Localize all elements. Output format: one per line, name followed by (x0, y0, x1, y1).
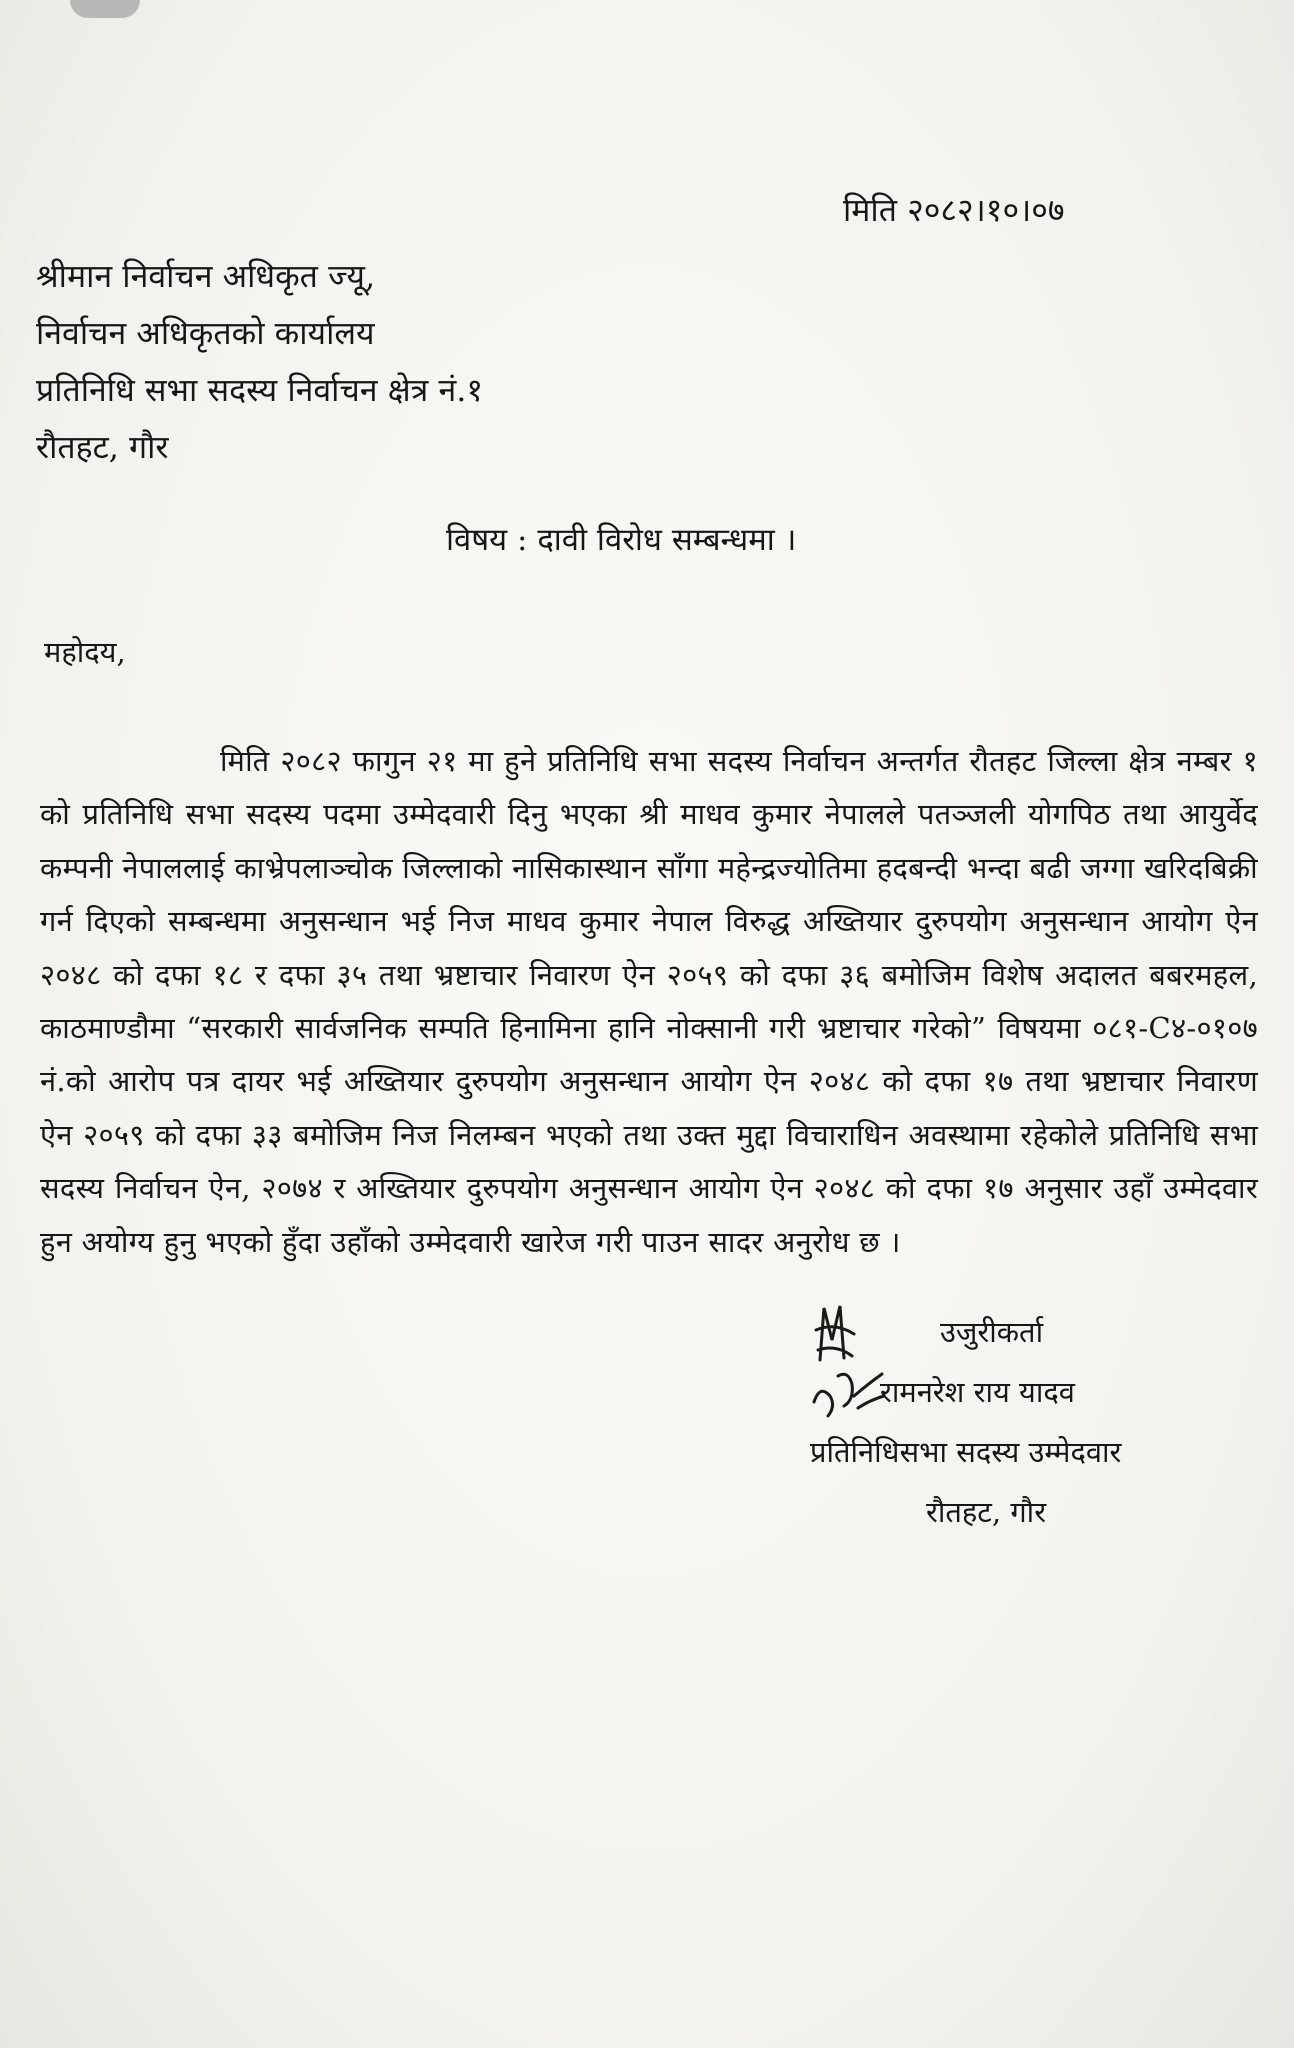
signature-title: प्रतिनिधिसभा सदस्य उम्मेदवार (810, 1435, 1122, 1469)
letter-body: मिति २०८२ फागुन २१ मा हुने प्रतिनिधि सभा सदस्य निर्वाचन अन्तर्गत रौतहट जिल्ला क्षेत्र नम्बर १ को प्रतिनिधि सभा सदस्य पदमा उम्मेदवारी दिनु भएका श्री माधव कुमार नेपालले पतञ्जली योगपिठ तथा आयुर्वेद कम्पनी नेपाललाई काभ्रेपलाञ्चोक जिल्लाको नासिकास्थान साँगा महेन्द्रज्योतिमा हदबन्दी भन्दा बढी जग्गा खरिदबिक्री गर्न दिएको सम्बन्धमा अनुसन्धान भई निज माधव कुमार नेपाल विरुद्ध अख्तियार दुरुपयोग अनुसन्धान आयोग ऐन २०४८ को दफा १८ र दफा ३५ तथा भ्रष्टाचार निवारण ऐन २०५९ को दफा ३६ बमोजिम विशेष अदालत बबरमहल, काठमाण्डौमा “सरकारी सार्वजनिक सम्पति हिनामिना हानि नोक्सानी गरी भ्रष्टाचार गरेको” विषयमा ०८१-C४-०१०७ नं.को आरोप पत्र दायर भई अख्तियार दुरुपयोग अनुसन्धान आयोग ऐन २०४८ को दफा १७ तथा भ्रष्टाचार निवारण ऐन २०५९ को दफा ३३ बमोजिम निज निलम्बन भएको तथा उक्त मुद्दा विचाराधिन अवस्थामा रहेकोले प्रतिनिधि सभा सदस्य निर्वाचन ऐन, २०७४ र अख्तियार दुरुपयोग अनुसन्धान आयोग ऐन २०४८ को दफा १७ अनुसार उहाँ उम्मेदवार हुन अयोग्य हुनु भएको हुँदा उहाँको उम्मेदवारी खारेज गरी पाउन सादर अनुरोध छ । (40, 744, 1258, 1259)
signature-role: उजुरीकर्ता (940, 1315, 1044, 1349)
salutation: महोदय, (44, 635, 126, 669)
scan-smudge (70, 0, 140, 18)
recipient-line: श्रीमान निर्वाचन अधिकृत ज्यू, (36, 257, 376, 295)
recipient-line: प्रतिनिधि सभा सदस्य निर्वाचन क्षेत्र नं.१ (36, 371, 484, 409)
signature-mark (810, 1300, 860, 1370)
signature-place: रौतहट, गौर (926, 1495, 1047, 1529)
recipient-address (36, 248, 483, 476)
subject-line: विषय : दावी विरोध सम्बन्धमा । (446, 522, 797, 558)
recipient-line: निर्वाचन अधिकृतको कार्यालय (36, 314, 375, 352)
signature-mark (808, 1366, 888, 1422)
signature-name: रामनरेश राय यादव (880, 1375, 1075, 1409)
letter-date: मिति २०८२।१०।०७ (843, 191, 1065, 229)
recipient-line: रौतहट, गौर (36, 428, 169, 466)
signature-block (800, 1300, 1260, 1630)
